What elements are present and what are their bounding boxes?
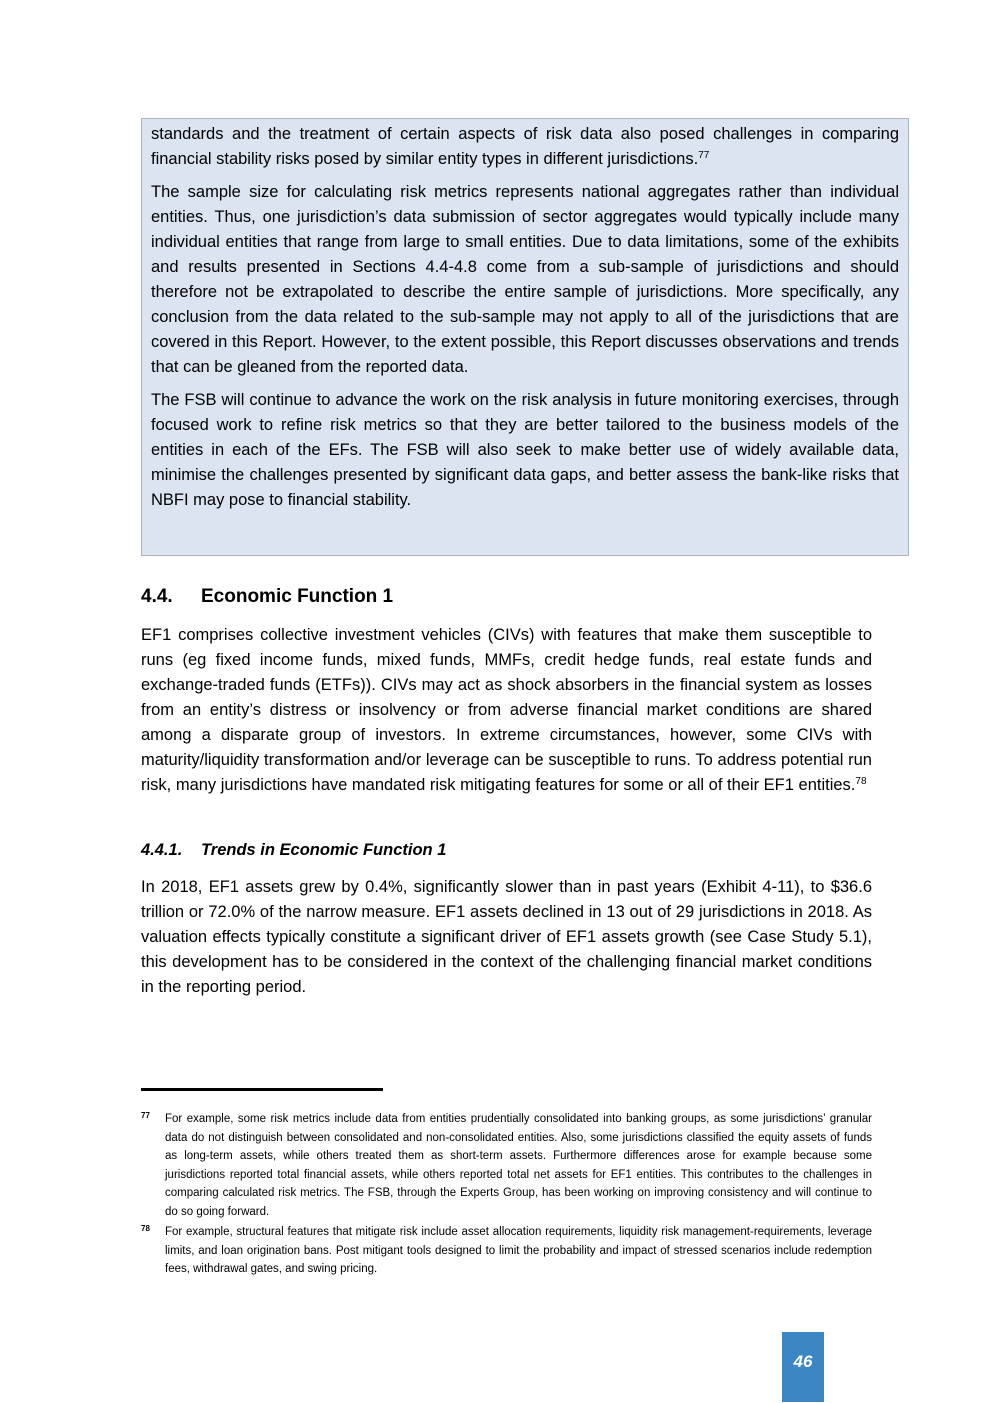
footnote-separator [141, 1088, 383, 1091]
subsection-title: Trends in Economic Function 1 [201, 841, 447, 859]
section-paragraph-1: EF1 comprises collective investment vehicles (CIVs) with features that make them susceptible to runs (eg fixed income funds, mixed funds, MMFs, credit hedge funds, real estate funds and exchange-traded funds (ETFs)). CIVs may act as shock absorbers in the financial system as losses from an entity’s distress or insolvency or from adverse financial market conditions are shared among a disparate group of investors. In extreme circumstances, however, some CIVs with maturity/liquidity transformation and/or leverage can be susceptible to runs. To address potential run risk, many jurisdictions have mandated risk mitigating features for some or all of their EF1 entities.$^{78}$ [141, 626, 872, 794]
subsection-number: 4.4.1. [141, 841, 183, 859]
section-number: 4.4. [141, 586, 173, 607]
subsection-body [141, 875, 872, 1000]
footnote-ref-77[interactable]: 77 [698, 150, 710, 161]
subsection-heading [141, 841, 446, 860]
box-paragraph-3: The FSB will continue to advance the work on the risk analysis in future monitoring exercises, through focused work to refine risk metrics so that they are better tailored to the business models of the entities in each of the EFs. The FSB will also seek to make better use of widely available data, minimise the challenges presented by significant data gaps, and better assess the bank-like risks that NBFI may pose to financial stability. [151, 391, 899, 509]
footnote-77 [141, 1110, 872, 1221]
footnote-mark: 77 [141, 1111, 150, 1120]
footnote-text: For example, some risk metrics include data from entities prudentially consolidated into banking groups, as some jurisdictions’ granular data do not distinguish between consolidated and non-consolidated entities. Also, some jurisdictions classified the equity assets of funds as long-term assets, while others treated them as short-term assets. Furthermore differences arose for example because some jurisdictions reported total financial assets, while others reported total net assets for EF1 entities. This contributes to the challenges in comparing calculated risk metrics. The FSB, through the Experts Group, has been working on improving consistency and will continue to do so going forward. [165, 1113, 872, 1218]
section-body [141, 623, 872, 798]
page-number: 46 [782, 1332, 824, 1402]
box-paragraph-2: The sample size for calculating risk metrics represents national aggregates rather than individual entities. Thus, one jurisdiction’s data submission of sector aggregates would typically include many individual entities that range from large to small entities. Due to data limitations, some of the exhibits and results presented in Sections 4.4-4.8 come from a sub-sample of jurisdictions and should therefore not be extrapolated to describe the entire sample of jurisdictions. More specifically, any conclusion from the data related to the sub-sample may not apply to all of the jurisdictions that are covered in this Report. However, to the extent possible, this Report discusses observations and trends that can be gleaned from the reported data. [151, 183, 899, 376]
section-heading [141, 586, 393, 608]
box-paragraph-1: standards and the treatment of certain aspects of risk data also posed challenges in comparing financial stability risks posed by similar entity types in different jurisdictions.$^{77}$ [151, 125, 899, 168]
footnote-ref-78[interactable]: 78 [855, 776, 867, 787]
subsection-paragraph-1: In 2018, EF1 assets grew by 0.4%, significantly slower than in past years (Exhibit 4-11), to $36.6 trillion or 72.0% of the narrow measure. EF1 assets declined in 13 out of 29 jurisdictions in 2018. As valuation effects typically constitute a significant driver of EF1 assets growth (see Case Study 5.1), this development has to be considered in the context of the challenging financial market conditions in the reporting period. [141, 878, 872, 996]
footnote-78 [141, 1223, 872, 1279]
footnote-mark: 78 [141, 1224, 150, 1233]
section-title: Economic Function 1 [201, 586, 394, 607]
info-box [141, 118, 909, 556]
footnote-text: For example, structural features that mitigate risk include asset allocation requirements, liquidity risk management-requirements, leverage limits, and loan origination bans. Post mitigant tools designed to limit the probability and impact of stressed scenarios include redemption fees, withdrawal gates, and swing pricing. [165, 1226, 872, 1275]
